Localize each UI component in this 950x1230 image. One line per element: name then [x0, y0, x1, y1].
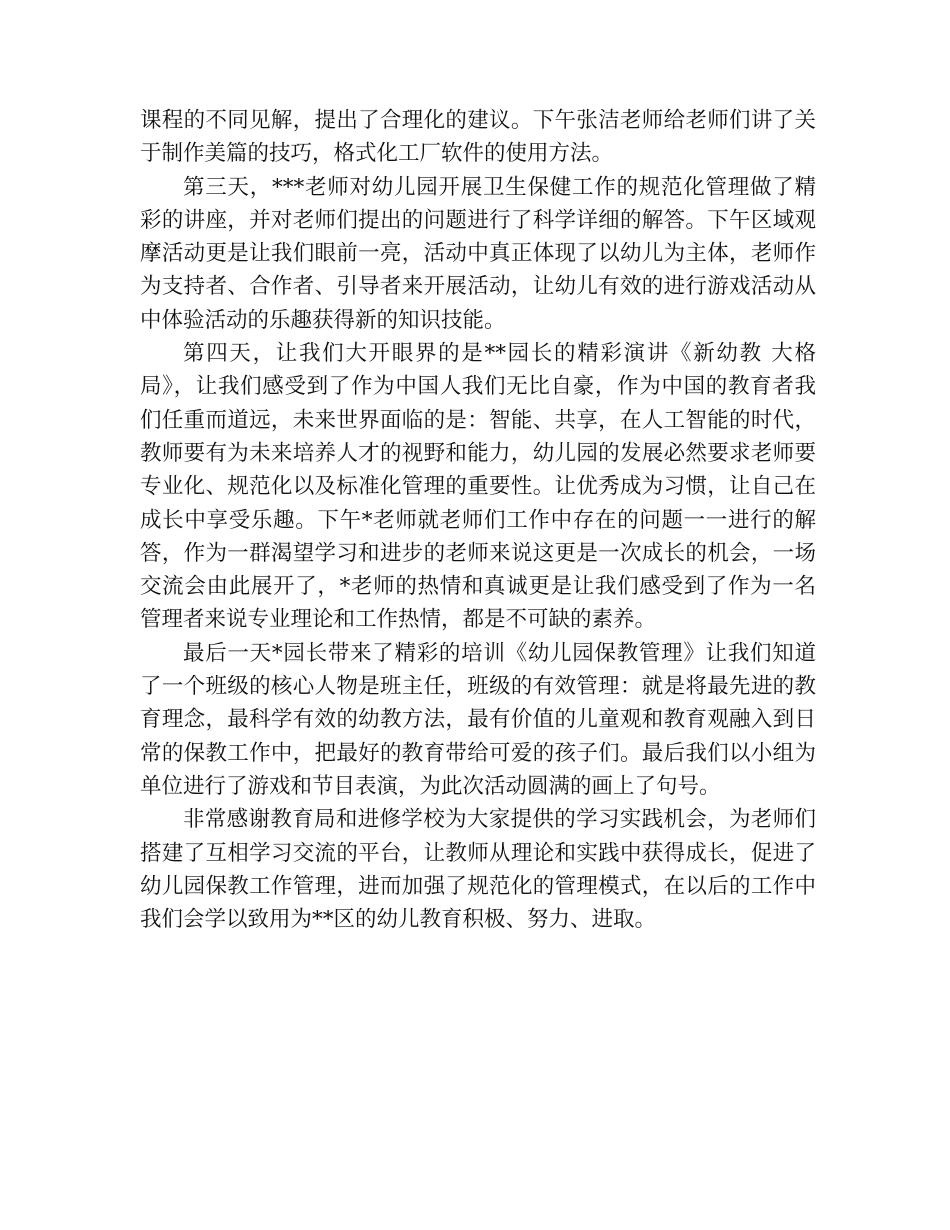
paragraph-continued: 课程的不同见解，提出了合理化的建议。下午张洁老师给老师们讲了关于制作美篇的技巧，格式化工厂软件的使用方法。: [140, 108, 816, 167]
paragraph-last-day: 最后一天*园长带来了精彩的培训《幼儿园保教管理》让我们知道了一个班级的核心人物是班主任，班级的有效管理：就是将最先进的教育理念，最科学有效的幼教方法，最有价值的儿童观和教育观融入到日常的保教工作中，把最好的教育带给可爱的孩子们。最后我们以小组为单位进行了游戏和节目表演，为此次活动圆满的画上了句号。: [140, 640, 816, 799]
paragraph-day-three: 第三天，***老师对幼儿园开展卫生保健工作的规范化管理做了精彩的讲座，并对老师们提出的问题进行了科学详细的解答。下午区域观摩活动更是让我们眼前一亮，活动中真正体现了以幼儿为主体，老师作为支持者、合作者、引导者来开展活动，让幼儿有效的进行游戏活动从中体验活动的乐趣获得新的知识技能。: [140, 174, 816, 333]
document-body: [140, 104, 816, 936]
paragraph-day-four: 第四天，让我们大开眼界的是**园长的精彩演讲《新幼教 大格局》，让我们感受到了作为中国人我们无比自豪，作为中国的教育者我们任重而道远，未来世界面临的是：智能、共享，在人工智能的时代，教师要有为未来培养人才的视野和能力，幼儿园的发展必然要求老师要专业化、规范化以及标准化管理的重要性。让优秀成为习惯，让自己在成长中享受乐趣。下午*老师就老师们工作中存在的问题一一进行的解答，作为一群渴望学习和进步的老师来说这更是一次成长的机会，一场交流会由此展开了，*老师的热情和真诚更是让我们感受到了作为一名管理者来说专业理论和工作热情，都是不可缺的素养。: [140, 341, 816, 633]
paragraph-thanks: 非常感谢教育局和进修学校为大家提供的学习实践机会，为老师们搭建了互相学习交流的平台，让教师从理论和实践中获得成长，促进了幼儿园保教工作管理，进而加强了规范化的管理模式，在以后的工作中我们会学以致用为**区的幼儿教育积极、努力、进取。: [140, 807, 816, 933]
